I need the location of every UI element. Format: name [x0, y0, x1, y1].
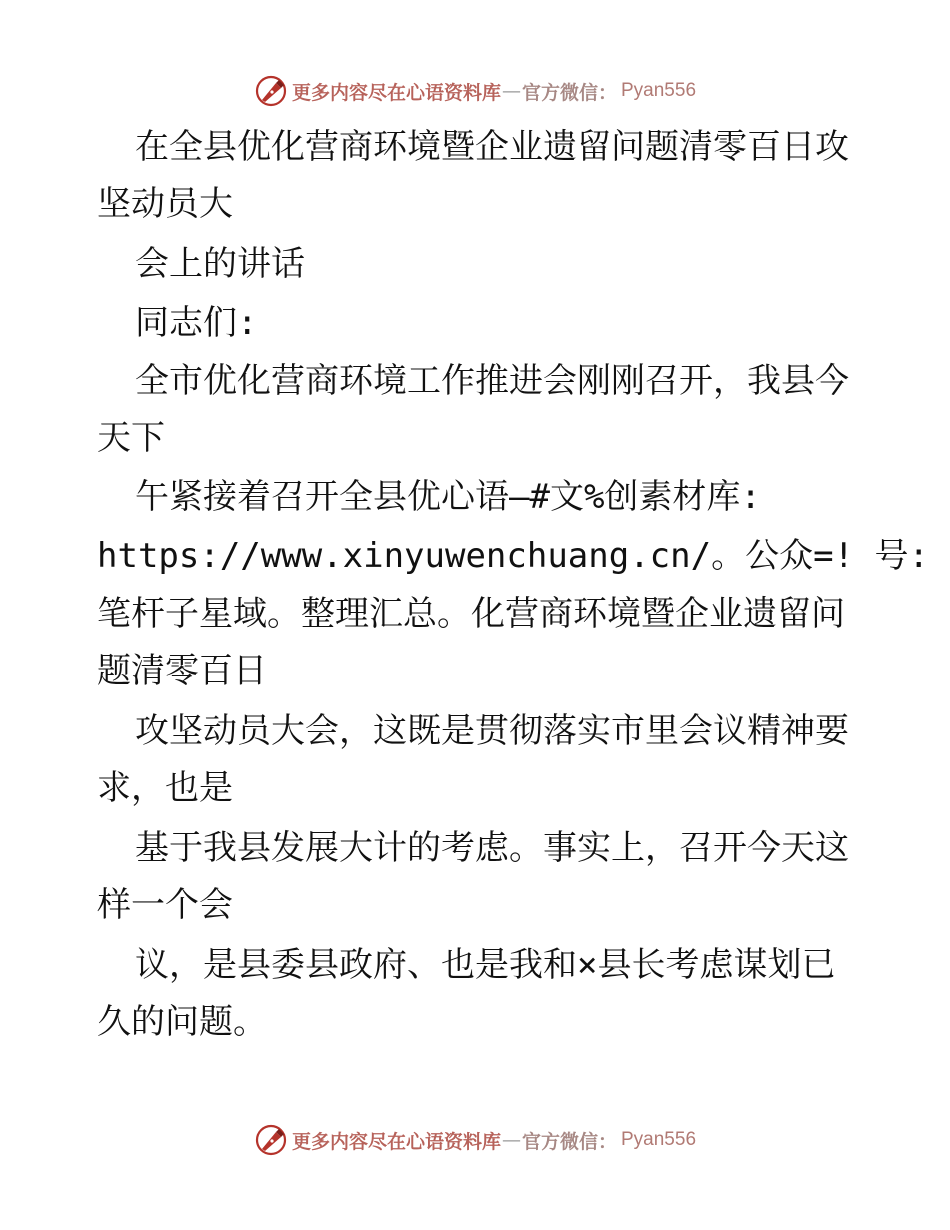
body-line-15: 议，是县委县政府、也是我和×县长考虑谋划已 — [135, 945, 836, 985]
header-dash: — — [501, 80, 521, 102]
body-line-6: 天下 — [97, 418, 165, 458]
body-line-16: 久的问题。 — [97, 1002, 267, 1042]
body-line-2: 坚动员大 — [97, 184, 233, 224]
body-line-5: 全市优化营商环境工作推进会刚刚召开，我县今 — [135, 361, 849, 401]
header-wechat-id: Pyan556 — [621, 80, 697, 101]
body-line-8: https://www.xinyuwenchuang.cn/。公众=! 号: — [97, 536, 929, 576]
body-line-10: 题清零百日 — [97, 651, 267, 691]
body-line-14: 样一个会 — [97, 885, 233, 925]
pen-nib-logo-icon — [254, 1123, 288, 1157]
body-line-13: 基于我县发展大计的考虑。事实上，召开今天这 — [135, 828, 849, 868]
body-line-3: 会上的讲话 — [135, 244, 305, 284]
footer-dash: — — [501, 1129, 521, 1151]
footer-wechat-label: 官方微信： — [521, 1130, 617, 1153]
header-banner — [0, 71, 950, 111]
body-line-7: 午紧接着召开全县优心语—#文%创素材库: — [135, 477, 761, 517]
body-line-4: 同志们: — [135, 303, 258, 343]
pen-nib-logo-icon — [254, 74, 288, 108]
body-line-11: 攻坚动员大会，这既是贯彻落实市里会议精神要 — [135, 711, 849, 751]
header-brand-text: 更多内容尽在心语资料库 — [291, 81, 501, 104]
footer-wechat-id: Pyan556 — [621, 1129, 697, 1150]
body-line-12: 求，也是 — [97, 768, 233, 808]
body-line-9: 笔杆子星域。整理汇总。化营商环境暨企业遗留问 — [97, 594, 845, 634]
footer-brand-text: 更多内容尽在心语资料库 — [291, 1130, 501, 1153]
body-line-1: 在全县优化营商环境暨企业遗留问题清零百日攻 — [135, 127, 849, 167]
header-wechat-label: 官方微信： — [521, 81, 617, 104]
footer-banner — [0, 1120, 950, 1160]
